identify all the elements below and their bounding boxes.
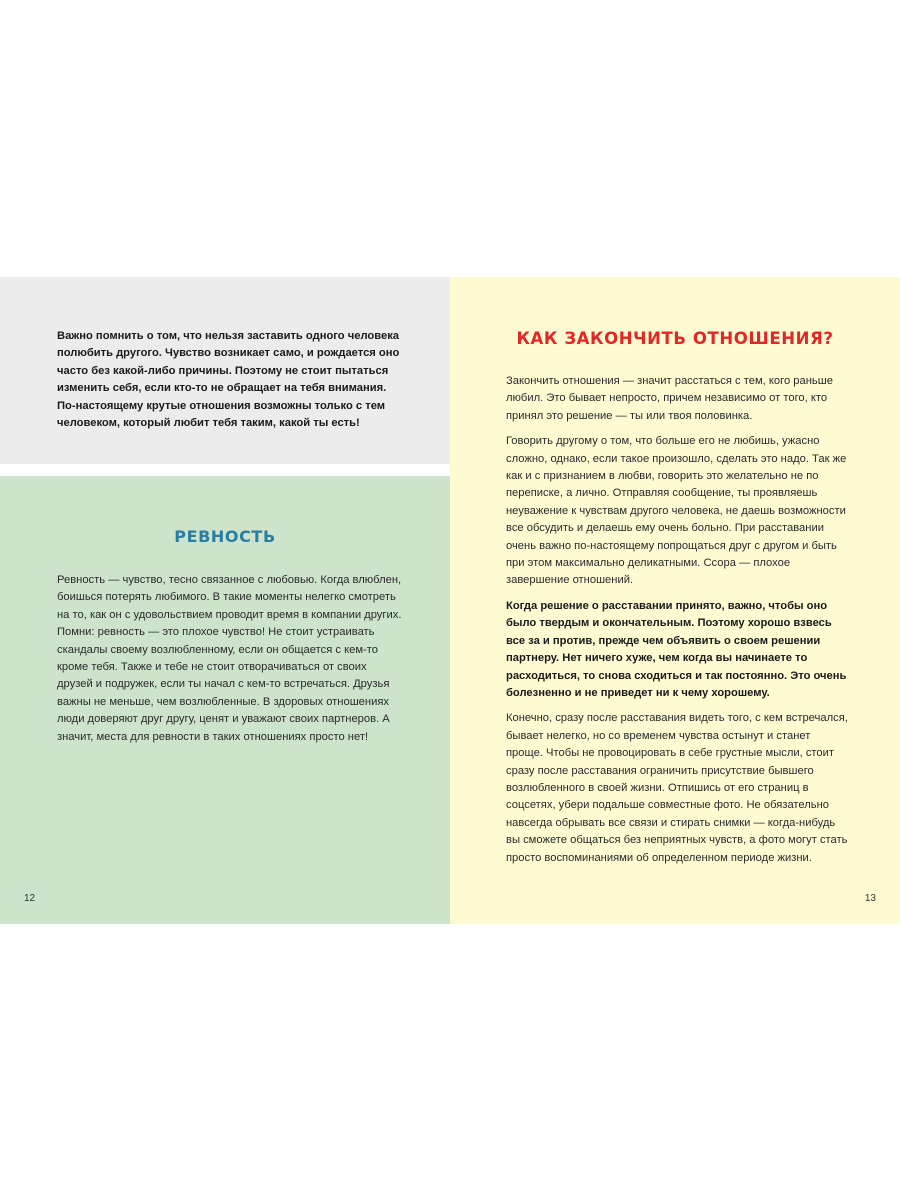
jealousy-heading: РЕВНОСТЬ — [174, 527, 276, 546]
right-page-body — [506, 373, 849, 875]
intro-text: Важно помнить о том, что нельзя заставить одного человека полюбить другого. Чувство возникает само, и рождается оно часто без какой-либо причины. Поэтому не стоит пытаться изменить себя, если кто-то не обращает на тебя внимания. По-настоящему крутые отношения возможны только с тем человеком, который любит тебя таким, какой ты есть! — [57, 330, 400, 430]
jealousy-text: Ревность — чувство, тесно связанное с любовью. Когда влюблен, боишься потерять любимого. В такие моменты нелегко смотреть на то, как он с удовольствием проводит время в компании других. Помни: ревность — это плохое чувство! Не стоит устраивать скандалы своему возлюбленному, если он общается с кем-то кроме тебя. Также и тебе не стоит отворачиваться от своих друзей и подружек, если ты начал с кем-то встречаться. Друзья важны не меньше, чем возлюбленные. В здоровых отношениях люди доверяют друг другу, ценят и уважают своих партнеров. А значит, места для ревности в таких отношениях просто нет! — [57, 574, 402, 743]
page-number-right: 13 — [864, 893, 876, 904]
paragraph: Закончить отношения — значит расстаться с тем, кого раньше любил. Это бывает непросто, причем независимо от того, кто принял это решение — ты или твоя половинка. — [506, 375, 833, 422]
book-spread — [0, 277, 900, 924]
paragraph-bold: Когда решение о расставании принято, важно, чтобы оно было твердым и окончательным. Поэтому хорошо взвесь все за и против, прежде чем объявить о своем решении партнеру. Нет ничего хуже, чем когда вы начинаете то расходиться, то снова сходиться и так постоянно. Это очень болезненно и не приведет ни к чему хорошему. — [506, 599, 847, 699]
paragraph: Говорить другому о том, что больше его не любишь, ужасно сложно, однако, если такое произошло, сделать это надо. Так же как и с признанием в любви, говорить это желательно не по переписке, а лично. Отправляя сообщение, ты проявляешь неуважение к чувствам другого человека, не даешь возможности все обсудить и делаешь ему очень больно. При расставании очень важно по-настоящему попрощаться друг с другом и быть при этом максимально деликатными. Ссора — плохое завершение отношений. — [506, 435, 847, 587]
paragraph: Конечно, сразу после расставания видеть того, с кем встречался, бывает нелегко, но со временем чувства остынут и станет проще. Чтобы не провоцировать в себе грустные мысли, стоит сразу после расставания ограничить присутствие бывшего возлюбленного в своей жизни. Отпишись от его страниц в соцсетях, убери подальше совместные фото. Не обязательно навсегда обрывать все связи и стирать снимки — когда-нибудь вы сможете общаться без неприятных чувств, а фото могут стать просто воспоминаниями об определенном периоде жизни. — [506, 712, 848, 864]
end-relationship-heading: КАК ЗАКОНЧИТЬ ОТНОШЕНИЯ? — [516, 329, 834, 348]
page-number-left: 12 — [24, 893, 36, 904]
intro-panel — [0, 277, 450, 464]
